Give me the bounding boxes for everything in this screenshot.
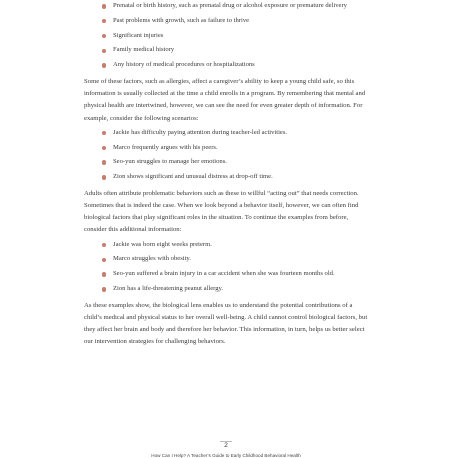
bullet-icon [102,243,106,247]
list-item-text: Marco struggles with obesity. [113,255,191,263]
list-item-text: Seo-yun suffered a brain injury in a car accident when she was fourteen months old. [113,270,335,278]
bullet-icon [102,49,106,53]
list-item [102,17,369,26]
list-item [102,129,369,138]
list-item [102,270,369,279]
list-item-text: Significant injuries [113,31,164,39]
list-item [102,173,369,182]
bullet-icon [102,4,106,8]
list-item-text: Zion has a life-threatening peanut allergy. [113,285,224,292]
bullet-icon [102,287,106,291]
body-paragraph: Some of these factors, such as allergies, affect a caregiver’s ability to keep a young child safe, so this information is usually collected at the time a child enrolls in a program. By remembering that mental and physical health are intertwined, however, we can see the need for even greater depth of information. For example, consider the following scenarios: [84,77,366,122]
book-title: How Can I Help? A Teacher’s Guide to Early Childhood Behavioral Health [151,453,301,458]
list-item-text: Past problems with growth, such as failure to thrive [113,16,250,24]
list-item [102,158,369,167]
list-item [102,285,369,294]
bullet-icon [102,146,106,150]
list-item [102,2,369,11]
body-paragraph: Adults often attribute problematic behaviors such as these to willful “acting out” that needs correction. Sometimes that is indeed the case. When we look beyond a behavior itself, however, we can often find biological factors that play significant roles in the situation. To continue the examples from before, consider this additional information: [84,189,359,234]
list-item-text: Seo-yun struggles to manage her emotions. [113,158,227,166]
risk-factor-list [84,2,369,70]
list-item-text: Jackie has difficulty paying attention during teacher-led activities. [113,128,288,136]
biological-factor-list [84,241,369,294]
bullet-icon [102,34,106,38]
bullet-icon [102,63,106,67]
list-item-text: Marco frequently argues with his peers. [113,143,218,151]
list-item [102,46,369,55]
page-number: 2 [220,441,232,449]
bullet-icon [102,131,106,135]
list-item-text: Prenatal or birth history, such as prenatal drug or alcohol exposure or premature delivery [113,2,347,9]
bullet-icon [102,258,106,262]
page-footer [0,434,452,458]
list-item-text: Zion shows significant and unusual distress at drop-off time. [113,173,273,181]
bullet-icon [102,160,106,164]
body-paragraph: As these examples show, the biological lens enables us to understand the potential contributions of a child’s medical and physical status to her overall well-being. A child cannot control biological factors, but they affect her brain and body and therefore her behavior. This information, in turn, helps us better select our intervention strategies for challenging behaviors. [84,301,368,346]
list-item-text: Family medical history [113,46,175,54]
list-item [102,241,369,250]
list-item-text: Jackie was born eight weeks preterm. [113,240,212,248]
page-content [84,2,369,353]
scenario-list [84,129,369,182]
bullet-icon [102,19,106,23]
list-item-text: Any history of medical procedures or hospitalizations [113,61,255,69]
list-item [102,32,369,41]
bullet-icon [102,272,106,276]
list-item [102,255,369,264]
bullet-icon [102,175,106,179]
list-item [102,61,369,70]
list-item [102,144,369,153]
